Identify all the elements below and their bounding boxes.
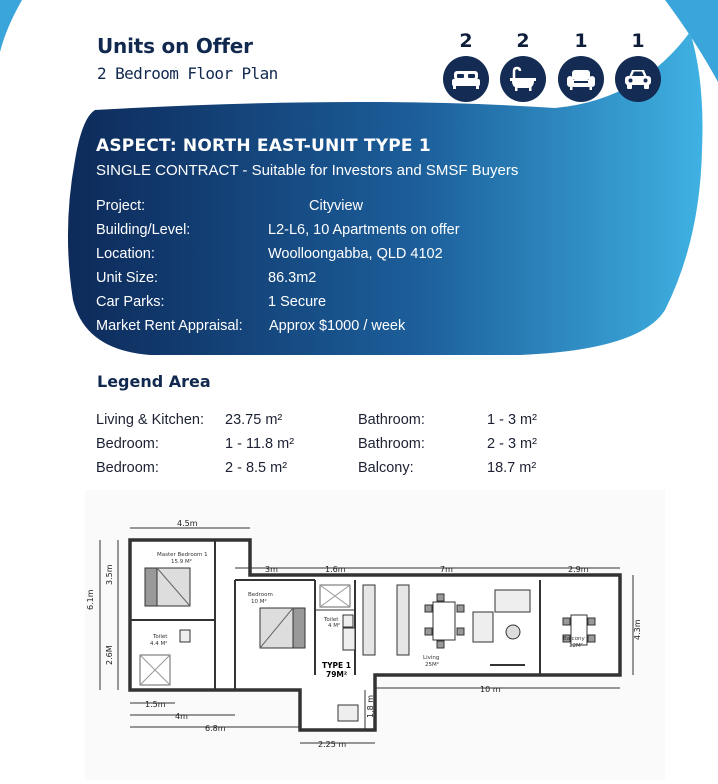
legend-label: Bedroom:	[96, 460, 159, 476]
aspect-heading: ASPECT: NORTH EAST-UNIT TYPE 1	[96, 136, 431, 156]
feature-bedrooms	[441, 30, 491, 102]
legend-label: Bathroom:	[358, 436, 425, 452]
dim-1-5: 1.5m	[145, 700, 166, 709]
legend-value: 2 - 8.5 m²	[225, 460, 288, 476]
dim-10m: 10 m	[480, 685, 501, 694]
dim-2-25: 2.25 m	[318, 740, 347, 749]
dim-1-8: 1.8 m	[366, 694, 375, 718]
living-count: 1	[574, 30, 588, 52]
legend-value: 23.75 m²	[225, 412, 283, 428]
detail-label: Location:	[96, 246, 155, 262]
legend-value: 2 - 3 m²	[487, 436, 537, 452]
room-living-area: 25M²	[425, 662, 439, 668]
carpark-count: 1	[631, 30, 645, 52]
room-toilet2-label: Toilet	[324, 617, 339, 623]
car-icon	[615, 56, 661, 102]
dim-left: 6.1m	[86, 589, 95, 610]
detail-value: Woolloongabba, QLD 4102	[268, 246, 443, 262]
page-subtitle: 2 Bedroom Floor Plan	[97, 64, 278, 83]
floor-plan-drawing	[85, 490, 665, 780]
legend-label: Balcony:	[358, 460, 414, 476]
dim-right: 4.3m	[633, 619, 642, 640]
legend-label: Bedroom:	[96, 436, 159, 452]
feature-carparks	[613, 30, 663, 102]
bathroom-count: 2	[516, 30, 530, 52]
legend-row	[96, 456, 556, 480]
room-toilet2-area: 4 M²	[328, 623, 341, 629]
bed-icon	[443, 56, 489, 102]
legend-row	[96, 408, 556, 432]
dim-6-8: 6.8m	[205, 724, 226, 733]
legend-value: 1 - 3 m²	[487, 412, 537, 428]
dim-7m: 7m	[440, 565, 453, 574]
detail-value: Cityview	[309, 198, 363, 214]
room-bedroom-label: Bedroom	[248, 592, 273, 598]
feature-bathrooms	[498, 30, 548, 102]
legend-label: Living & Kitchen:	[96, 412, 205, 428]
room-master-label: Master Bedroom 1	[157, 552, 208, 558]
room-balcony-area: 12M²	[569, 643, 583, 649]
dim-left-lower: 2.6M	[105, 645, 114, 665]
legend-value: 18.7 m²	[487, 460, 537, 476]
unit-type-label: TYPE 1	[322, 661, 351, 670]
room-living-label: Living	[423, 655, 440, 661]
room-master-area: 15.9 M²	[171, 559, 192, 565]
detail-value: 1 Secure	[268, 294, 327, 310]
sofa-icon	[558, 56, 604, 102]
detail-label: Unit Size:	[96, 270, 159, 286]
dim-left-upper: 3.5m	[105, 564, 114, 585]
room-bedroom-area: 10 M²	[251, 599, 267, 605]
room-toilet1-area: 4.4 M²	[150, 641, 168, 647]
dim-2-9: 2.9m	[568, 565, 589, 574]
dim-1-6: 1.6m	[325, 565, 346, 574]
detail-value: 86.3m2	[268, 270, 317, 286]
legend-label: Bathroom:	[358, 412, 425, 428]
legend-row	[96, 432, 556, 456]
contract-line: SINGLE CONTRACT - Suitable for Investors and SMSF Buyers	[96, 162, 519, 179]
dim-3m: 3m	[265, 565, 278, 574]
legend-table	[96, 408, 556, 480]
bath-icon	[500, 56, 546, 102]
detail-value: L2-L6, 10 Apartments on offer	[268, 222, 460, 238]
detail-label: Building/Level:	[96, 222, 191, 238]
detail-value: Approx $1000 / week	[269, 318, 406, 334]
page-title: Units on Offer	[97, 34, 253, 58]
legend-value: 1 - 11.8 m²	[225, 436, 295, 452]
feature-living	[556, 30, 606, 102]
dim-4m: 4m	[175, 712, 188, 721]
bedroom-count: 2	[459, 30, 473, 52]
detail-label: Car Parks:	[96, 294, 165, 310]
dim-top: 4.5m	[177, 519, 198, 528]
floor-plan	[85, 490, 665, 780]
room-toilet1-label: Toilet	[153, 634, 168, 640]
detail-label: Market Rent Appraisal:	[96, 318, 243, 334]
room-balcony-label: Balcony	[563, 636, 585, 642]
unit-type-area: 79M²	[326, 670, 348, 679]
detail-label: Project:	[96, 198, 146, 214]
legend-title: Legend Area	[97, 372, 211, 391]
